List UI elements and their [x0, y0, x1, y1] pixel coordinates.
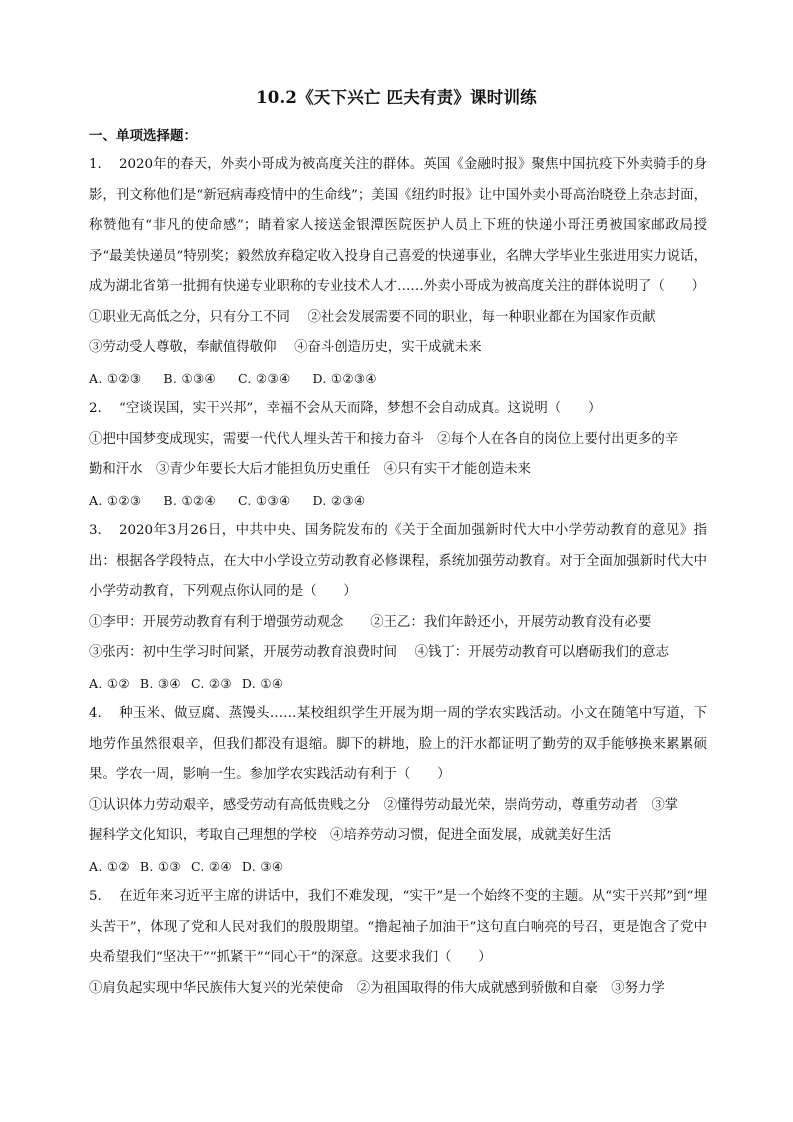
- answer-options: [89, 486, 707, 517]
- section-heading: 一、单项选择题：: [89, 128, 197, 144]
- statement-line: 勤和汗水 ③青少年要长大后才能担负历史重任 ④只有实干才能创造未来: [89, 462, 531, 477]
- question-number: 3.: [89, 523, 102, 538]
- question-text: 2020年的春天，外卖小哥成为被高度关注的群体。英国《金融时报》聚焦中国抗疫下外卖骑手的身影，刊文称他们是“新冠病毒疫情中的生命线”；美国《纽约时报》让中国外卖小哥高治晓登上杂志封面，称赞他有“非凡的使命感”；睛着家人接送金银潭医院医护人员上下班的快递小哥汪勇被国家邮政局授予“最美快递员”特别奖；毅然放弃稳定收入投身自己喜爱的快递事业，名牌大学毕业生张进用实力说话，成为湖北省第一批拥有快递专业职称的专业技术人才……外卖小哥成为被高度关注的群体说明了（ ）: [89, 157, 707, 294]
- option-b: B. ①②④: [163, 492, 216, 508]
- question-4-stem: [89, 699, 707, 791]
- question-5-stem: [89, 882, 707, 974]
- question-text: “空谈误国，实干兴邦”，幸福不会从天而降，梦想不会自动成真。这说明（ ）: [119, 401, 602, 416]
- option-d: D. ②③④: [312, 492, 366, 508]
- option-a: A. ①②: [89, 675, 130, 691]
- option-d: D. ③④: [241, 858, 284, 874]
- question-text: 在近年来习近平主席的讲话中，我们不难发现，“实干”是一个始终不变的主题。从“实干兴邦”到“埋头苦干”，体现了党和人民对我们的殷殷期望。“撸起袖子加油干”这句直白响亮的号召，更是饱含了党中央希望我们“坚决干”“抓紧干”“同心干”的深意。这要求我们（ ）: [89, 889, 707, 965]
- option-a: A. ①②③: [89, 492, 142, 508]
- statement-line: ③劳动受人尊敬，奉献值得敬仰 ④奋斗创造历史，实干成就未来: [89, 340, 482, 355]
- question-text: 种玉米、做豆腐、蒸馒头……某校组织学生开展为期一周的学农实践活动。小文在随笔中写道，下地劳作虽然很艰辛，但我们都没有退缩。脚下的耕地，脸上的汗水都证明了勤劳的双手能够换来累累硕果。学农一周，影响一生。参加学农实践活动有利于（ ）: [89, 706, 707, 782]
- document-title: 10.2《天下兴亡 匹夫有责》课时训练: [256, 88, 537, 107]
- statement-line: ①李甲：开展劳动教育有利于增强劳动观念 ②王乙：我们年龄还小，开展劳动教育没有必要: [89, 614, 652, 630]
- answer-options: [89, 669, 707, 700]
- statement-line: ①把中国梦变成现实，需要一代代人埋头苦干和接力奋斗 ②每个人在各自的岗位上要付出更多的辛: [89, 431, 679, 447]
- statement-line: ①肩负起实现中华民族伟大复兴的光荣使命 ②为祖国取得的伟大成就感到骄傲和自豪 ③努力学: [89, 980, 665, 996]
- question-1-stem: [89, 150, 707, 303]
- statement-line: ①职业无高低之分，只有分工不同 ②社会发展需要不同的职业，每一种职业都在为国家作贡献: [89, 309, 656, 325]
- question-3-stem: [89, 516, 707, 608]
- answer-options: [89, 852, 707, 883]
- option-c: C. ①③④: [237, 492, 291, 508]
- statement-line: ③张丙：初中生学习时间紧，开展劳动教育浪费时间 ④钱丁：开展劳动教育可以磨砺我们的意志: [89, 645, 670, 660]
- option-c: C. ②④: [190, 858, 232, 874]
- option-d: D. ①②③④: [312, 370, 377, 386]
- option-d: D. ①④: [241, 675, 284, 691]
- question-number: 5.: [89, 889, 102, 904]
- statement-line: ①认识体力劳动艰辛，感受劳动有高低贵贱之分 ②懂得劳动最光荣，崇尚劳动，尊重劳动者 ③掌: [89, 797, 679, 813]
- question-list: [89, 150, 707, 1004]
- question-number: 2.: [89, 401, 102, 416]
- option-b: B. ①③: [139, 858, 181, 874]
- option-c: C. ②③④: [237, 370, 291, 386]
- option-b: B. ①③④: [163, 370, 216, 386]
- option-b: B. ③④: [139, 675, 181, 691]
- question-number: 1.: [89, 157, 102, 172]
- statement-line: 握科学文化知识，考取自己理想的学校 ④培养劳动习惯，促进全面发展，成就美好生活: [89, 828, 612, 843]
- option-c: C. ②③: [190, 675, 232, 691]
- option-a: A. ①②: [89, 858, 130, 874]
- question-number: 4.: [89, 706, 102, 721]
- question-text: 2020年3月26日，中共中央、国务院发布的《关于全面加强新时代大中小学劳动教育的意见》指出：根据各学段特点，在大中小学设立劳动教育必修课程，系统加强劳动教育。对于全面加强新时代大中小学劳动教育，下列观点你认同的是（ ）: [89, 523, 707, 599]
- answer-options: [89, 364, 707, 395]
- option-a: A. ①②③: [89, 370, 142, 386]
- question-2-stem: [89, 394, 707, 425]
